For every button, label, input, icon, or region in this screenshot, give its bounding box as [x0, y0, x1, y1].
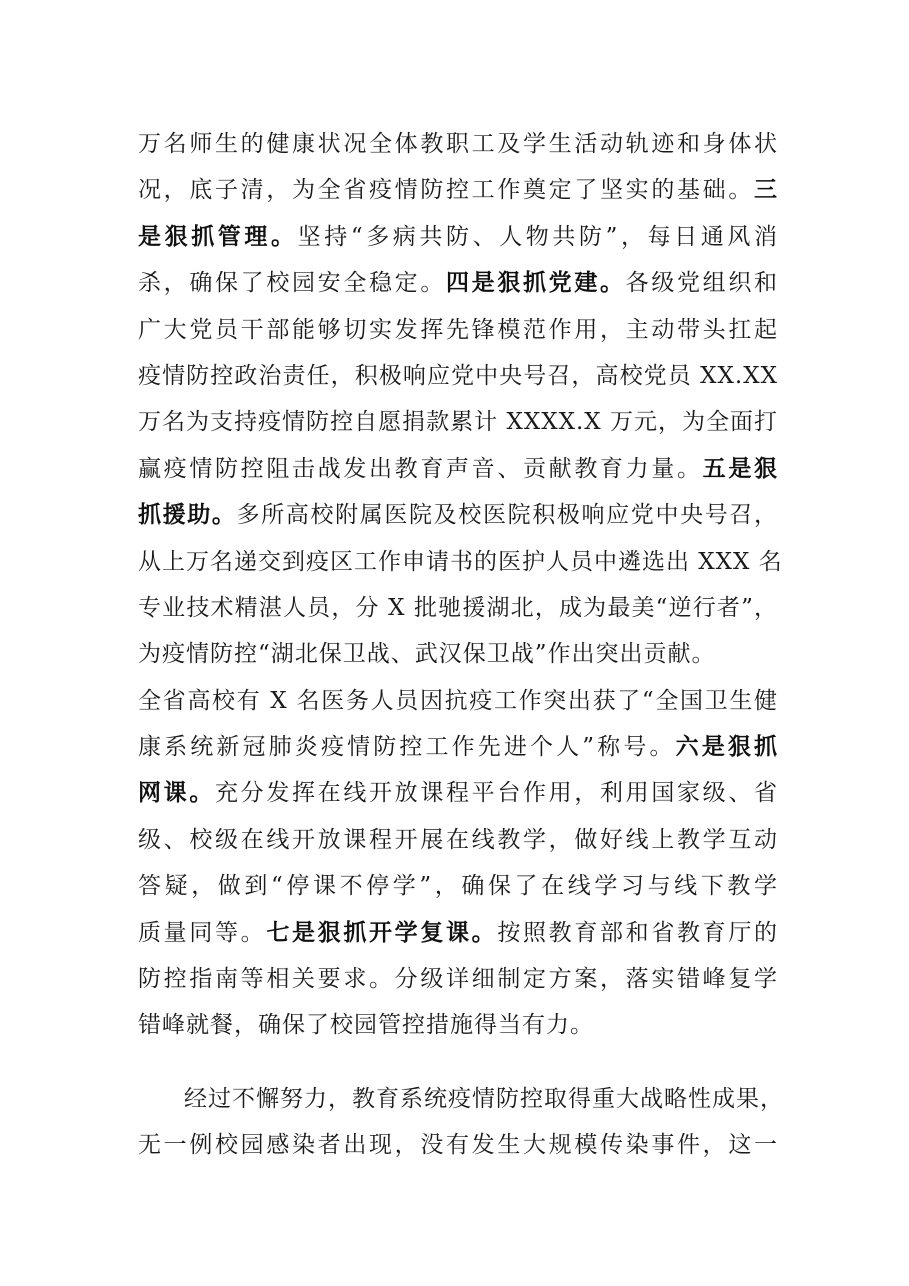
text-run: 疫情防控政治责任，积极响应党中央号召，高校党员 XX.XX — [138, 362, 778, 389]
text-line — [138, 585, 778, 631]
text-line — [138, 353, 778, 399]
bold-heading-run: 是狠抓管理。 — [138, 222, 298, 250]
text-run: 坚持“多病共防、人物共防”，每日通风消 — [297, 223, 778, 250]
text-run: 答疑，做到“停课不停学”，确保了在线学习与线下教学 — [138, 873, 778, 900]
text-line — [138, 1076, 784, 1122]
text-run: 杀，确保了校园安全稳定。 — [138, 270, 446, 297]
paragraph-2 — [138, 1076, 784, 1169]
text-run: 从上万名递交到疫区工作申请书的医护人员中遴选出 XXX 名 — [138, 548, 783, 575]
text-run: 全省高校有 X 名医务人员因抗疫工作突出获了“全国卫生健 — [138, 687, 778, 714]
text-run: 按照教育部和省教育厅的 — [497, 919, 779, 946]
bold-heading-run: 三 — [754, 176, 778, 204]
text-line — [138, 678, 778, 724]
text-line — [138, 260, 778, 306]
bold-heading-run: 四是狠抓党建。 — [446, 269, 626, 297]
text-line — [138, 399, 778, 445]
text-run: 充分发挥在线开放课程平台作用，利用国家级、省 — [215, 780, 778, 807]
text-line — [138, 446, 778, 492]
text-run: 防控指南等相关要求。分级详细制定方案，落实错峰复学 — [138, 966, 778, 993]
bold-heading-run: 七是狠抓开学复课。 — [266, 918, 498, 946]
text-run: 多所高校附属医院及校医院积极响应党中央号召， — [236, 502, 779, 529]
text-run: 质量同等。 — [138, 919, 267, 946]
text-line — [138, 956, 778, 1002]
text-run: 赢疫情防控阻击战发出教育声音、贡献教育力量。 — [138, 455, 703, 482]
text-run: 错峰就餐，确保了校园管控措施得当有力。 — [138, 1012, 594, 1039]
text-run: 无一例校园感染者出现，没有发生大规模传染事件，这一 — [138, 1132, 778, 1159]
text-run: 况，底子清，为全省疫情防控工作奠定了坚实的基础。 — [138, 177, 754, 204]
text-line — [138, 770, 778, 816]
bold-heading-run: 六是狠抓 — [675, 733, 778, 761]
text-run: 经过不懈努力，教育系统疫情防控取得重大战略性成果， — [184, 1086, 784, 1112]
text-line — [138, 307, 778, 353]
text-run: 为疫情防控“湖北保卫战、武汉保卫战”作出突出贡献。 — [138, 641, 716, 668]
text-line — [138, 539, 783, 585]
paragraph-1 — [138, 121, 783, 1049]
text-line — [138, 817, 778, 863]
bold-heading-run: 五是狠 — [702, 454, 779, 482]
text-line — [138, 863, 778, 909]
text-line — [138, 167, 778, 213]
text-line — [138, 214, 778, 260]
text-line — [138, 631, 778, 677]
bold-heading-run: 抓援助。 — [138, 501, 237, 529]
text-run: 万名师生的健康状况全体教职工及学生活动轨迹和身体状 — [138, 131, 778, 157]
text-line — [138, 910, 778, 956]
text-run: 各级党组织和 — [625, 270, 779, 297]
text-run: 级、校级在线开放课程开展在线教学，做好线上教学互动 — [138, 826, 778, 853]
text-run: 万名为支持疫情防控自愿捐款累计 XXXX.X 万元，为全面打 — [138, 409, 778, 436]
text-line — [138, 121, 778, 167]
text-line — [138, 1122, 778, 1168]
text-run: 康系统新冠肺炎疫情防控工作先进个人”称号。 — [138, 734, 676, 761]
text-run: 广大党员干部能够切实发挥先锋模范作用，主动带头扛起 — [138, 316, 778, 343]
bold-heading-run: 网课。 — [138, 779, 215, 807]
text-run: 专业技术精湛人员，分 X 批驰援湖北，成为最美“逆行者”， — [138, 594, 778, 621]
text-line — [138, 492, 778, 538]
text-line — [138, 724, 778, 770]
text-line — [138, 1002, 778, 1048]
